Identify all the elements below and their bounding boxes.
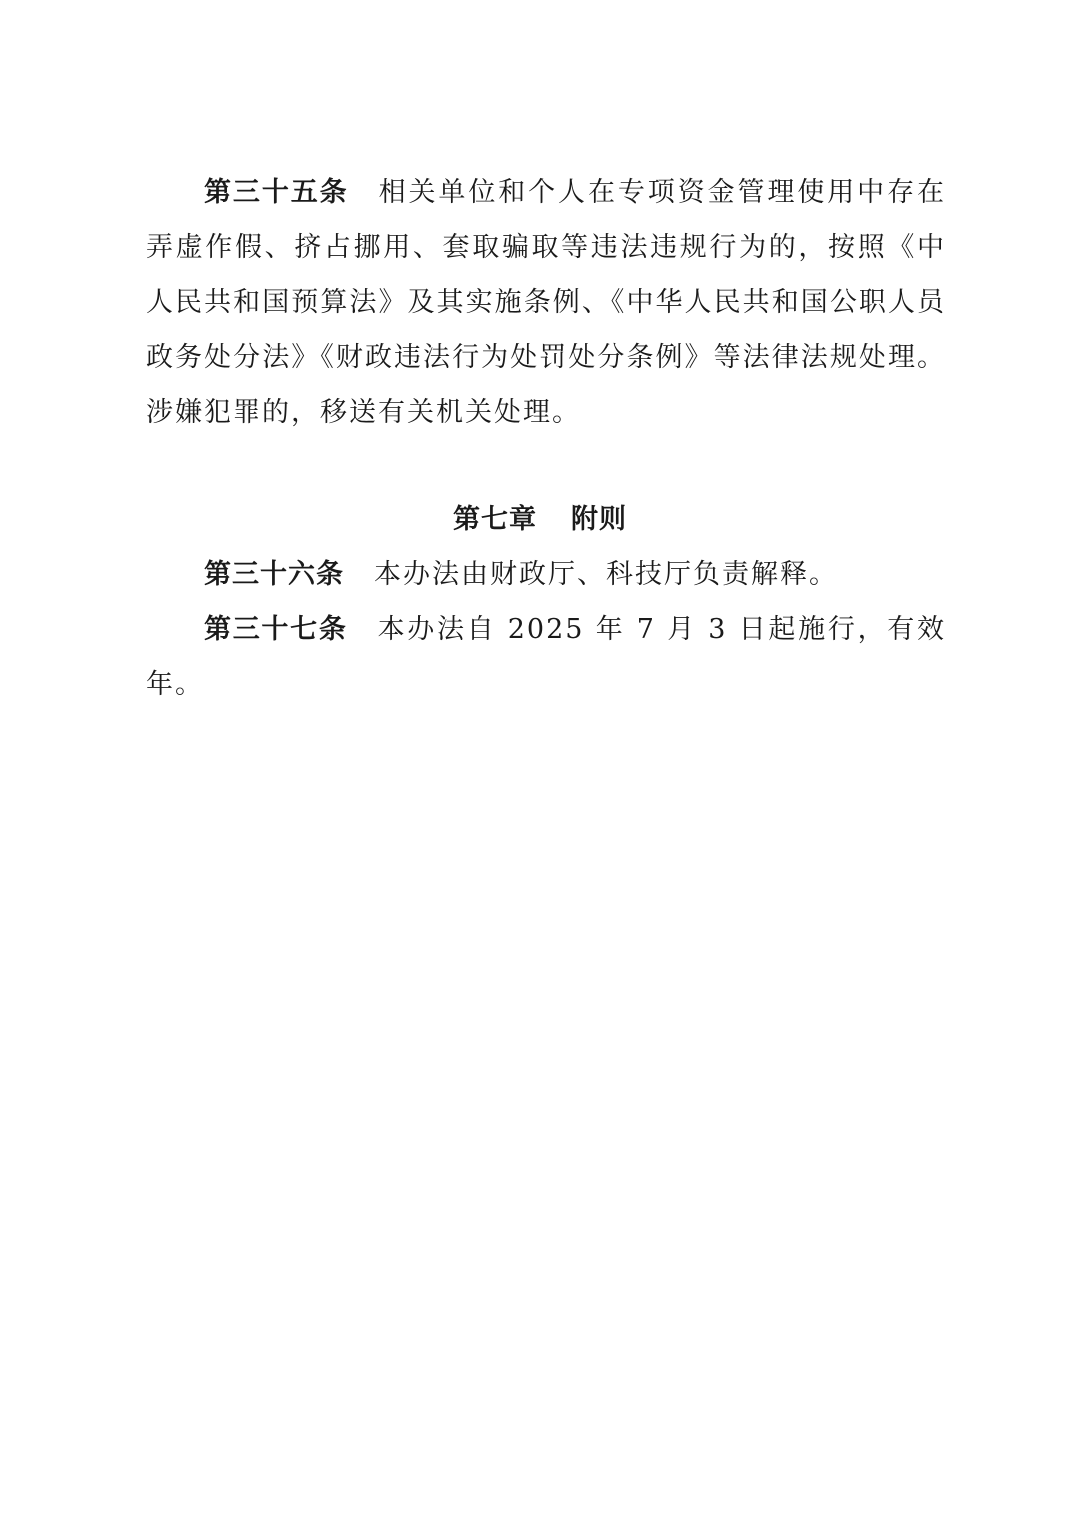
article-35-line-3: 人民共和国预算法》及其实施条例、《中华人民共和国公职人员: [146, 287, 946, 318]
article-37-line-2: 年。: [146, 669, 204, 700]
article-37-line-1: [204, 613, 946, 647]
article-35-line-5: 涉嫌犯罪的，移送有关机关处理。: [146, 397, 581, 428]
article-35-text-1: 相关单位和个人在专项资金管理使用中存在: [378, 177, 946, 208]
article-36-number: 第三十六条: [204, 559, 344, 590]
article-36-text: 本办法由财政厅、科技厅负责解释。: [374, 559, 838, 590]
article-35-line-2: 弄虚作假、挤占挪用、套取骗取等违法违规行为的，按照《中: [146, 232, 946, 263]
article-37-text: 本办法自 2025 年 7 月 3 日起施行，有效: [377, 614, 946, 645]
chapter-title: 附则: [571, 504, 627, 535]
article-35-line-4: 政务处分法》《财政违法行为处罚处分条例》等法律法规处理。: [146, 342, 946, 373]
chapter-number: 第七章: [453, 504, 537, 535]
article-37-number: 第三十七条: [204, 614, 348, 645]
article-35-number: 第三十五条: [204, 177, 349, 208]
chapter-heading: [0, 503, 1080, 537]
article-36-line: [204, 558, 946, 592]
article-35-line-1: [204, 176, 946, 210]
